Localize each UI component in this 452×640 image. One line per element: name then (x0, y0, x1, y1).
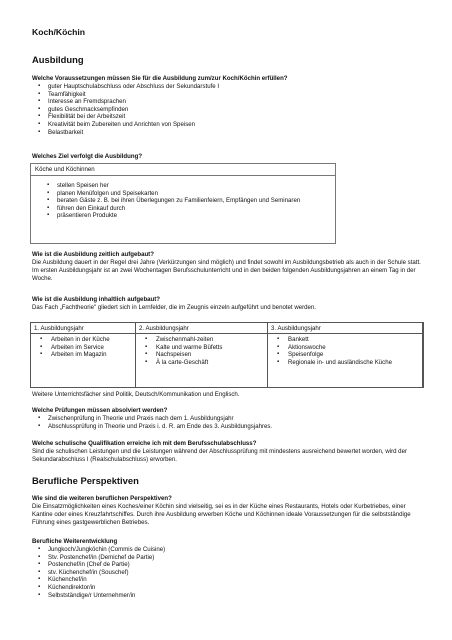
question-zeitlich: Wie ist die Ausbildung zeitlich aufgebaut? (32, 251, 154, 258)
list-item: ▪ stellen Speisen her (45, 182, 327, 190)
paragraph-qualifikation: Sind die schulischen Leistungen und die Leistungen während der Abschlussprüfung mit mindestens ausreichend bewertet worden, wird der Sekundarabschluss I (Realschulabschluss) erworben. (32, 448, 407, 464)
table-cell-item: ▪ Nachspeisen (136, 351, 267, 359)
divider (31, 175, 335, 176)
list-item: ▪ Belastbarkeit (36, 129, 416, 137)
pruefungen-list (36, 415, 416, 430)
list-item: ▪ Postenchef/in (Chef de Partie) (36, 561, 416, 569)
weiterentwicklung-list (36, 546, 416, 599)
list-item: ▪ guter Hauptschulabschluss oder Abschluss der Sekundarstufe I (36, 83, 416, 91)
ziel-box-header: Köche und Köchinnen (35, 166, 95, 173)
list-item: ▪ planen Menüfolgen und Speisekarten (45, 190, 327, 198)
table-cell-item: ▪ Arbeiten in der Küche (31, 336, 135, 344)
voraussetzungen-list (36, 83, 416, 136)
question-voraussetzungen: Welche Voraussetzungen müssen Sie für die Ausbildung zum/zur Koch/Köchin erfüllen? (32, 75, 288, 82)
list-item: ▪ Küchenchef/in (36, 576, 416, 584)
list-item: ▪ beraten Gäste z. B. bei ihren Überlegungen zu Familienfeiern, Empfängen und Seminaren (45, 197, 327, 205)
ziel-box (30, 163, 336, 244)
question-qualifikation: Welche schulische Qualifikation erreiche ich mit dem Berufsschulabschluss? (32, 440, 257, 447)
list-item: ▪ Kreativität beim Zubereiten und Anrichten von Speisen (36, 121, 416, 129)
list-item: ▪ Jungkoch/Jungköchin (Commis de Cuisine) (36, 546, 416, 554)
table-cell-item: ▪ Arbeiten im Magazin (31, 351, 135, 359)
divider (31, 333, 423, 334)
table-cell-item: ▪ Arbeiten im Service (31, 344, 135, 352)
list-item: ▪ Stv. Postenchef/in (Demichef de Partie) (36, 554, 416, 562)
section-heading-perspektiven: Berufliche Perspektiven (32, 475, 139, 486)
list-item: ▪ Abschlussprüfung in Theorie und Praxis i. d. R. am Ende des 3. Ausbildungsjahres. (36, 423, 416, 431)
table-cell-item: ▪ Kalte und warme Büfetts (136, 344, 267, 352)
table-header: 1. Ausbildungsjahr (34, 325, 84, 332)
list-item: ▪ stv. Küchenchef/in (Souschef) (36, 569, 416, 577)
table-cell-item: ▪ Speisenfolge (268, 351, 422, 359)
table-cell-item: ▪ Aktionswoche (268, 344, 422, 352)
table-cell-item: ▪ À la carte-Geschäft (136, 359, 267, 367)
paragraph-zeitlich: Die Ausbildung dauert in der Regel drei Jahre (Verkürzungen sind möglich) und findet sowohl im Ausbildungsbetrieb als auch in der Schule statt. Im ersten Ausbildungsjahr ist an zwei Wochentagen Berufsschulunterricht und in den beiden folgenden Ausbildungsjahren an einem Tag in der Woche. (32, 259, 421, 283)
table-header: 3. Ausbildungsjahr (271, 325, 321, 332)
question-inhaltlich: Wie ist die Ausbildung inhaltlich aufgebaut? (32, 296, 161, 303)
paragraph-perspektiven: Die Einsatzmöglichkeiten eines Koches/einer Köchin sind vielseitig, sei es in der Küche eines Restaurants, Hotels oder Kurbetriebes, einer Kantine oder eines Kreuzfahrtschiffes. Durch ihre Ausbildung erwerben Köche und Köchinnen ideale Voraussetzungen für die selbstständige Führung eines gastgewerblichen Betriebes. (32, 503, 411, 527)
list-item: ▪ gutes Geschmacksempfinden (36, 106, 416, 114)
question-perspektiven: Wie sind die weiteren beruflichen Perspektiven? (32, 495, 172, 502)
table-cell-list (31, 336, 135, 359)
table-cell-item: ▪ Bankett (268, 336, 422, 344)
list-item: ▪ präsentieren Produkte (45, 212, 327, 220)
list-item: ▪ Teamfähigkeit (36, 91, 416, 99)
list-item: ▪ Flexibilität bei der Arbeitszeit (36, 113, 416, 121)
list-item: ▪ Zwischenprüfung in Theorie und Praxis nach dem 1. Ausbildungsjahr (36, 415, 416, 423)
table-cell-item: ▪ Regionale in- und ausländische Küche (268, 359, 422, 367)
table-cell-item: ▪ Zwischenmahl-zeiten (136, 336, 267, 344)
lernfelder-table (30, 322, 424, 388)
table-header: 2. Ausbildungsjahr (139, 325, 189, 332)
list-item: ▪ Selbstständige/r Unternehmer/in (36, 592, 416, 600)
page-title: Koch/Köchin (32, 27, 85, 37)
list-item: ▪ führen den Einkauf durch (45, 205, 327, 213)
table-note: Weitere Unterrichtsfächer sind Politik, Deutsch/Kommunikation und Englisch. (32, 391, 240, 398)
table-cell-list (268, 336, 422, 366)
ziel-list (45, 182, 327, 220)
question-ziel: Welches Ziel verfolgt die Ausbildung? (32, 153, 143, 160)
question-weiterentwicklung: Berufliche Weiterentwicklung (32, 538, 118, 545)
table-cell-list (136, 336, 267, 366)
list-item: ▪ Küchendirektor/in (36, 584, 416, 592)
paragraph-inhaltlich: Das Fach „Fachtheorie" gliedert sich in Lernfelder, die im Zeugnis einzeln aufgeführt und benotet werden. (32, 304, 316, 311)
list-item: ▪ Interesse an Fremdsprachen (36, 98, 416, 106)
question-pruefungen: Welche Prüfungen müssen absolviert werden? (32, 407, 168, 414)
section-heading-ausbildung: Ausbildung (32, 54, 84, 65)
